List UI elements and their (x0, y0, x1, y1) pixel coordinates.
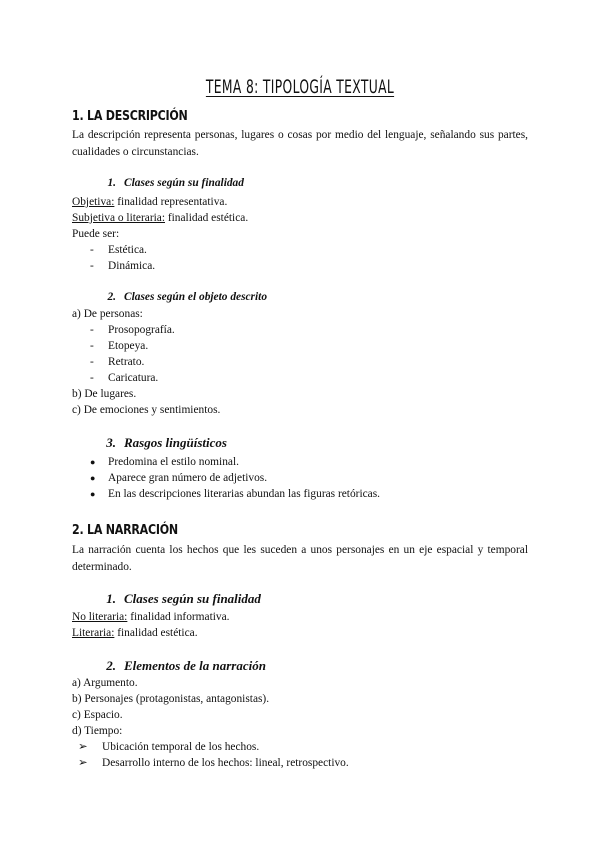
subsection-title: Clases según su finalidad (124, 591, 261, 606)
document-title: TEMA 8: TIPOLOGÍA TEXTUAL (205, 76, 395, 98)
dash-marker: - (90, 260, 94, 272)
finalidad-narracion-lines (72, 609, 528, 641)
subsection-title: Elementos de la narración (124, 658, 266, 673)
definition-line (72, 609, 528, 625)
term-label: Subjetiva o literaria: (72, 212, 165, 224)
section-narracion (72, 522, 528, 538)
subsection-title: Clases según su finalidad (124, 177, 244, 189)
subsection-number: 1. (106, 591, 116, 606)
list-item (72, 470, 528, 486)
list-item-text: Estética. (108, 244, 147, 256)
dash-marker: - (90, 340, 94, 352)
finalidad-lines (72, 194, 528, 274)
text-line: a) De personas: (72, 308, 143, 320)
definition-line (72, 210, 528, 226)
arrow-list (72, 739, 528, 771)
term-text: finalidad representativa. (114, 196, 228, 208)
text-line: a) Argumento. (72, 677, 138, 689)
list-item-text: Etopeya. (108, 340, 149, 352)
intro-paragraph: La descripción representa personas, lugares o cosas por medio del lenguaje, señalando sus partes, cualidades o circunstancias. (72, 129, 528, 158)
list-item (72, 739, 528, 755)
subsection-heading (72, 658, 528, 674)
term-text: finalidad informativa. (127, 611, 230, 623)
definition-line (72, 194, 528, 210)
list-item-text: En las descripciones literarias abundan las figuras retóricas. (108, 488, 381, 500)
list-item (72, 338, 528, 354)
term-label: Objetiva: (72, 196, 115, 208)
dash-marker: - (90, 244, 94, 256)
text-line: b) Personajes (protagonistas, antagonistas). (72, 693, 270, 705)
subsection-number: 2. (107, 291, 116, 303)
term-label: No literaria: (72, 611, 128, 623)
bullet-marker: ● (90, 473, 96, 483)
subsection-title: Clases según el objeto descrito (124, 291, 268, 303)
list-item (72, 242, 528, 258)
list-item (72, 322, 528, 338)
definition-line (72, 625, 528, 641)
intro-paragraph: La narración cuenta los hechos que les suceden a unos personajes en un eje espacial y temporal determinado. (72, 544, 528, 573)
text-line: b) De lugares. (72, 388, 137, 400)
list-item (72, 354, 528, 370)
arrow-marker: ➢ (78, 757, 88, 769)
text-line: c) De emociones y sentimientos. (72, 404, 221, 416)
dash-marker: - (90, 356, 94, 368)
list-item-text: Caricatura. (108, 372, 159, 384)
section-heading: 1. LA DESCRIPCIÓN (72, 108, 188, 124)
list-item-text: Ubicación temporal de los hechos. (102, 741, 260, 753)
text-line: Puede ser: (72, 228, 120, 240)
rasgos-lines (72, 454, 528, 502)
subsection-rasgos (72, 435, 528, 451)
list-item-text: Retrato. (108, 356, 145, 368)
bullet-marker: ● (90, 457, 96, 467)
bullet-list (72, 454, 528, 502)
term-text: finalidad estética. (114, 627, 198, 639)
list-item (72, 755, 528, 771)
section-intro (72, 542, 528, 575)
subsection-heading (72, 177, 528, 189)
subsection-finalidad (72, 177, 528, 189)
list-item (72, 454, 528, 470)
section-intro (72, 127, 528, 160)
term-text: finalidad estética. (165, 212, 249, 224)
list-item-text: Prosopografía. (108, 324, 175, 336)
dash-list (72, 242, 528, 274)
list-item-text: Dinámica. (108, 260, 156, 272)
subsection-number: 3. (106, 435, 116, 450)
arrow-marker: ➢ (78, 741, 88, 753)
objeto-lines (72, 306, 528, 418)
subsection-heading (72, 291, 528, 303)
subsection-number: 1. (107, 177, 116, 189)
subsection-finalidad-narracion (72, 591, 528, 607)
section-descripcion (72, 108, 528, 124)
list-item (72, 370, 528, 386)
elementos-lines (72, 675, 528, 771)
list-item (72, 258, 528, 274)
list-item (72, 486, 528, 502)
dash-marker: - (90, 372, 94, 384)
term-label: Literaria: (72, 627, 115, 639)
subsection-title: Rasgos lingüísticos (124, 435, 227, 450)
dash-list (72, 322, 528, 386)
dash-marker: - (90, 324, 94, 336)
subsection-heading (72, 435, 528, 451)
section-heading: 2. LA NARRACIÓN (72, 522, 178, 538)
bullet-marker: ● (90, 489, 96, 499)
text-line: d) Tiempo: (72, 725, 123, 737)
subsection-number: 2. (106, 658, 116, 673)
text-line: c) Espacio. (72, 709, 123, 721)
list-item-text: Predomina el estilo nominal. (108, 456, 239, 468)
subsection-heading (72, 591, 528, 607)
subsection-objeto (72, 291, 528, 303)
list-item-text: Aparece gran número de adjetivos. (108, 472, 268, 484)
list-item-text: Desarrollo interno de los hechos: lineal, retrospectivo. (102, 757, 349, 769)
subsection-elementos (72, 658, 528, 674)
